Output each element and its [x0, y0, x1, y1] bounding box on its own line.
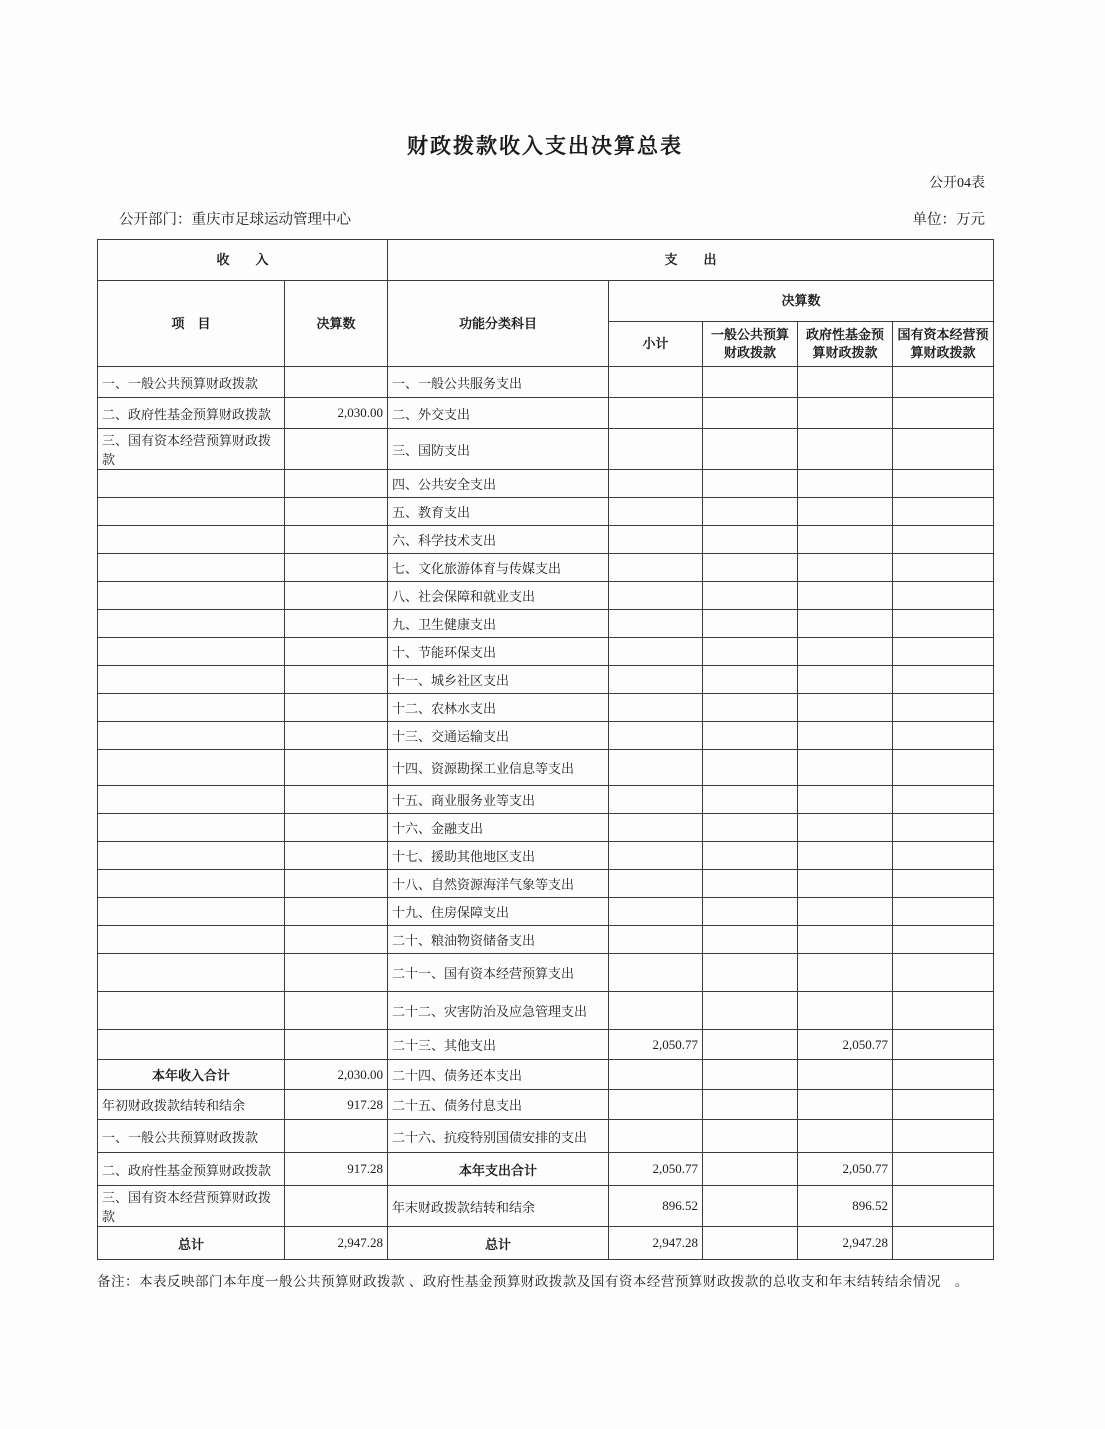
general-public-cell — [703, 638, 798, 666]
income-amount-cell — [285, 470, 388, 498]
gov-fund-cell — [798, 992, 893, 1030]
gov-fund-cell — [798, 814, 893, 842]
subtotal-cell — [609, 926, 703, 954]
expense-item-cell: 九、卫生健康支出 — [388, 610, 609, 638]
income-amount-cell — [285, 367, 388, 398]
col-header-soe-capital: 国有资本经营预算财政拨款 — [893, 322, 994, 367]
soe-cell — [893, 842, 994, 870]
income-amount-cell — [285, 554, 388, 582]
soe-cell — [893, 498, 994, 526]
table-row — [98, 954, 994, 992]
subtotal-cell — [609, 1090, 703, 1120]
expense-item-cell: 二十五、债务付息支出 — [388, 1090, 609, 1120]
soe-cell — [893, 694, 994, 722]
income-item-cell: 年初财政拨款结转和结余 — [98, 1090, 285, 1120]
general-public-cell — [703, 429, 798, 470]
soe-cell — [893, 786, 994, 814]
general-public-cell — [703, 666, 798, 694]
gov-fund-cell: 896.52 — [798, 1186, 893, 1227]
gov-fund-cell — [798, 1090, 893, 1120]
income-amount-cell — [285, 954, 388, 992]
general-public-cell — [703, 367, 798, 398]
income-amount-cell: 2,947.28 — [285, 1227, 388, 1260]
income-item-cell: 一、一般公共预算财政拨款 — [98, 367, 285, 398]
table-row — [98, 898, 994, 926]
expense-item-cell: 五、教育支出 — [388, 498, 609, 526]
general-public-cell — [703, 1060, 798, 1090]
expense-item-cell: 二十三、其他支出 — [388, 1030, 609, 1060]
expense-item-cell: 十九、住房保障支出 — [388, 898, 609, 926]
table-row — [98, 1227, 994, 1260]
general-public-cell — [703, 398, 798, 429]
income-item-cell — [98, 870, 285, 898]
fiscal-appropriation-table — [97, 239, 994, 1260]
expense-item-cell: 十二、农林水支出 — [388, 694, 609, 722]
table-row — [98, 842, 994, 870]
general-public-cell — [703, 814, 798, 842]
general-public-cell — [703, 926, 798, 954]
subtotal-cell: 896.52 — [609, 1186, 703, 1227]
income-item-cell — [98, 470, 285, 498]
income-amount-cell — [285, 750, 388, 786]
expense-item-cell: 十一、城乡社区支出 — [388, 666, 609, 694]
general-public-cell — [703, 694, 798, 722]
expense-item-cell: 七、文化旅游体育与传媒支出 — [388, 554, 609, 582]
col-header-subtotal: 小计 — [609, 322, 703, 367]
gov-fund-cell — [798, 750, 893, 786]
general-public-cell — [703, 722, 798, 750]
general-public-cell — [703, 1120, 798, 1153]
income-amount-cell — [285, 638, 388, 666]
income-item-cell — [98, 750, 285, 786]
income-amount-cell — [285, 992, 388, 1030]
expense-item-cell: 六、科学技术支出 — [388, 526, 609, 554]
income-amount-cell — [285, 694, 388, 722]
general-public-cell — [703, 954, 798, 992]
expense-item-cell: 二十四、债务还本支出 — [388, 1060, 609, 1090]
subtotal-cell — [609, 694, 703, 722]
soe-cell — [893, 367, 994, 398]
soe-cell — [893, 1090, 994, 1120]
soe-cell — [893, 954, 994, 992]
income-section-header: 收 入 — [98, 240, 388, 281]
income-item-cell — [98, 610, 285, 638]
subtotal-cell — [609, 954, 703, 992]
table-row — [98, 814, 994, 842]
gov-fund-cell: 2,050.77 — [798, 1153, 893, 1186]
subtotal-cell — [609, 842, 703, 870]
income-amount-cell — [285, 926, 388, 954]
soe-cell — [893, 554, 994, 582]
subtotal-cell — [609, 750, 703, 786]
gov-fund-cell — [798, 786, 893, 814]
subtotal-cell: 2,050.77 — [609, 1153, 703, 1186]
expense-item-cell: 本年支出合计 — [388, 1153, 609, 1186]
subtotal-cell — [609, 992, 703, 1030]
expense-item-cell: 三、国防支出 — [388, 429, 609, 470]
subtotal-cell — [609, 367, 703, 398]
table-row — [98, 367, 994, 398]
soe-cell — [893, 582, 994, 610]
subtotal-cell — [609, 814, 703, 842]
gov-fund-cell — [798, 470, 893, 498]
soe-cell — [893, 1060, 994, 1090]
table-body — [98, 367, 994, 1260]
col-header-general-public: 一般公共预算财政拨款 — [703, 322, 798, 367]
income-item-cell — [98, 842, 285, 870]
income-item-cell: 一、一般公共预算财政拨款 — [98, 1120, 285, 1153]
soe-cell — [893, 926, 994, 954]
general-public-cell — [703, 1030, 798, 1060]
soe-cell — [893, 1153, 994, 1186]
soe-cell — [893, 1120, 994, 1153]
table-row — [98, 786, 994, 814]
soe-cell — [893, 814, 994, 842]
expense-section-header: 支 出 — [388, 240, 994, 281]
income-item-cell — [98, 666, 285, 694]
income-amount-cell — [285, 498, 388, 526]
soe-cell — [893, 750, 994, 786]
expense-item-cell: 四、公共安全支出 — [388, 470, 609, 498]
subtotal-cell — [609, 470, 703, 498]
income-item-cell — [98, 898, 285, 926]
table-row — [98, 1186, 994, 1227]
income-item-cell — [98, 722, 285, 750]
table-row — [98, 1060, 994, 1090]
income-item-cell: 总计 — [98, 1227, 285, 1260]
subtotal-cell — [609, 722, 703, 750]
expense-item-cell: 十六、金融支出 — [388, 814, 609, 842]
table-row — [98, 498, 994, 526]
income-amount-cell — [285, 842, 388, 870]
subtotal-cell — [609, 638, 703, 666]
table-row — [98, 638, 994, 666]
table-row — [98, 398, 994, 429]
gov-fund-cell — [798, 870, 893, 898]
subtotal-cell — [609, 582, 703, 610]
subtotal-cell — [609, 870, 703, 898]
gov-fund-cell — [798, 954, 893, 992]
gov-fund-cell — [798, 1060, 893, 1090]
soe-cell — [893, 898, 994, 926]
general-public-cell — [703, 1227, 798, 1260]
gov-fund-cell — [798, 842, 893, 870]
table-row — [98, 750, 994, 786]
gov-fund-cell — [798, 554, 893, 582]
income-item-cell — [98, 694, 285, 722]
expense-item-cell: 十七、援助其他地区支出 — [388, 842, 609, 870]
expense-item-cell: 十八、自然资源海洋气象等支出 — [388, 870, 609, 898]
income-amount-cell — [285, 814, 388, 842]
document-page — [97, 0, 993, 1290]
income-item-cell — [98, 786, 285, 814]
soe-cell — [893, 1227, 994, 1260]
table-row — [98, 610, 994, 638]
table-row — [98, 870, 994, 898]
subtotal-cell — [609, 398, 703, 429]
expense-item-cell: 八、社会保障和就业支出 — [388, 582, 609, 610]
gov-fund-cell — [798, 526, 893, 554]
general-public-cell — [703, 470, 798, 498]
gov-fund-cell — [798, 722, 893, 750]
subtotal-cell — [609, 554, 703, 582]
table-row — [98, 429, 994, 470]
subtotal-cell — [609, 898, 703, 926]
general-public-cell — [703, 582, 798, 610]
table-row — [98, 1090, 994, 1120]
table-row — [98, 666, 994, 694]
table-row — [98, 1153, 994, 1186]
gov-fund-cell: 2,947.28 — [798, 1227, 893, 1260]
subtotal-cell — [609, 786, 703, 814]
income-item-cell — [98, 498, 285, 526]
subtotal-cell — [609, 1060, 703, 1090]
table-code: 公开04表 — [929, 176, 985, 191]
subtotal-cell — [609, 498, 703, 526]
income-amount-cell: 917.28 — [285, 1153, 388, 1186]
general-public-cell — [703, 1153, 798, 1186]
income-item-cell — [98, 1030, 285, 1060]
income-item-cell — [98, 638, 285, 666]
general-public-cell — [703, 1186, 798, 1227]
income-item-cell: 本年收入合计 — [98, 1060, 285, 1090]
subtotal-cell — [609, 1120, 703, 1153]
income-amount-cell — [285, 1186, 388, 1227]
footnote: 备注：本表反映部门本年度一般公共预算财政拨款 、政府性基金预算财政拨款及国有资本经营预算财政拨款的总收支和年末结转结余情况 。 — [97, 1274, 969, 1289]
income-item-cell — [98, 582, 285, 610]
subtotal-cell: 2,947.28 — [609, 1227, 703, 1260]
soe-cell — [893, 1030, 994, 1060]
unit-label: 单位：万元 — [912, 212, 985, 228]
expense-item-cell: 二十、粮油物资储备支出 — [388, 926, 609, 954]
expense-item-cell: 十四、资源勘探工业信息等支出 — [388, 750, 609, 786]
table-row — [98, 470, 994, 498]
gov-fund-cell — [798, 498, 893, 526]
expense-item-cell: 二十一、国有资本经营预算支出 — [388, 954, 609, 992]
income-amount-cell — [285, 722, 388, 750]
gov-fund-cell — [798, 638, 893, 666]
income-amount-cell: 2,030.00 — [285, 398, 388, 429]
table-row — [98, 526, 994, 554]
income-item-cell: 三、国有资本经营预算财政拨款 — [98, 1186, 285, 1227]
gov-fund-cell — [798, 898, 893, 926]
general-public-cell — [703, 786, 798, 814]
subtotal-cell — [609, 526, 703, 554]
gov-fund-cell — [798, 610, 893, 638]
income-amount-cell — [285, 526, 388, 554]
soe-cell — [893, 1186, 994, 1227]
table-row — [98, 554, 994, 582]
income-amount-cell — [285, 666, 388, 694]
soe-cell — [893, 398, 994, 429]
gov-fund-cell — [798, 694, 893, 722]
gov-fund-cell — [798, 429, 893, 470]
department-label: 公开部门：重庆市足球运动管理中心 — [119, 212, 351, 228]
gov-fund-cell — [798, 398, 893, 429]
subtotal-cell: 2,050.77 — [609, 1030, 703, 1060]
expense-item-cell: 二、外交支出 — [388, 398, 609, 429]
col-header-gov-fund: 政府性基金预算财政拨款 — [798, 322, 893, 367]
income-amount-cell — [285, 582, 388, 610]
soe-cell — [893, 870, 994, 898]
soe-cell — [893, 610, 994, 638]
col-header-item: 项 目 — [98, 281, 285, 367]
general-public-cell — [703, 610, 798, 638]
general-public-cell — [703, 498, 798, 526]
general-public-cell — [703, 898, 798, 926]
income-item-cell — [98, 554, 285, 582]
table-row — [98, 1120, 994, 1153]
col-header-functional-category: 功能分类科目 — [388, 281, 609, 367]
col-header-income-amount: 决算数 — [285, 281, 388, 367]
general-public-cell — [703, 842, 798, 870]
soe-cell — [893, 666, 994, 694]
table-row — [98, 722, 994, 750]
general-public-cell — [703, 554, 798, 582]
general-public-cell — [703, 526, 798, 554]
expense-item-cell: 十、节能环保支出 — [388, 638, 609, 666]
subtotal-cell — [609, 666, 703, 694]
table-row — [98, 1030, 994, 1060]
income-amount-cell — [285, 429, 388, 470]
general-public-cell — [703, 992, 798, 1030]
income-item-cell: 二、政府性基金预算财政拨款 — [98, 398, 285, 429]
gov-fund-cell — [798, 582, 893, 610]
soe-cell — [893, 470, 994, 498]
col-header-amount-group: 决算数 — [609, 281, 994, 322]
soe-cell — [893, 722, 994, 750]
income-amount-cell: 917.28 — [285, 1090, 388, 1120]
subtotal-cell — [609, 610, 703, 638]
income-item-cell — [98, 814, 285, 842]
soe-cell — [893, 526, 994, 554]
gov-fund-cell — [798, 666, 893, 694]
income-amount-cell — [285, 1030, 388, 1060]
table-row — [98, 582, 994, 610]
expense-item-cell: 一、一般公共服务支出 — [388, 367, 609, 398]
expense-item-cell: 二十六、抗疫特别国债安排的支出 — [388, 1120, 609, 1153]
income-amount-cell — [285, 610, 388, 638]
expense-item-cell: 十五、商业服务业等支出 — [388, 786, 609, 814]
expense-item-cell: 年末财政拨款结转和结余 — [388, 1186, 609, 1227]
income-item-cell — [98, 992, 285, 1030]
meta-line — [97, 208, 993, 229]
general-public-cell — [703, 1090, 798, 1120]
general-public-cell — [703, 870, 798, 898]
page-title: 财政拨款收入支出决算总表 — [407, 134, 683, 158]
general-public-cell — [703, 750, 798, 786]
income-amount-cell — [285, 786, 388, 814]
income-item-cell — [98, 954, 285, 992]
table-row — [98, 694, 994, 722]
soe-cell — [893, 992, 994, 1030]
income-item-cell — [98, 526, 285, 554]
subtotal-cell — [609, 429, 703, 470]
income-amount-cell — [285, 898, 388, 926]
expense-item-cell: 十三、交通运输支出 — [388, 722, 609, 750]
gov-fund-cell — [798, 367, 893, 398]
table-row — [98, 992, 994, 1030]
expense-item-cell: 总计 — [388, 1227, 609, 1260]
gov-fund-cell — [798, 1120, 893, 1153]
table-row — [98, 926, 994, 954]
income-amount-cell — [285, 870, 388, 898]
expense-item-cell: 二十二、灾害防治及应急管理支出 — [388, 992, 609, 1030]
soe-cell — [893, 638, 994, 666]
income-amount-cell — [285, 1120, 388, 1153]
gov-fund-cell — [798, 926, 893, 954]
income-item-cell: 二、政府性基金预算财政拨款 — [98, 1153, 285, 1186]
gov-fund-cell: 2,050.77 — [798, 1030, 893, 1060]
income-item-cell — [98, 926, 285, 954]
soe-cell — [893, 429, 994, 470]
income-item-cell: 三、国有资本经营预算财政拨款 — [98, 429, 285, 470]
income-amount-cell: 2,030.00 — [285, 1060, 388, 1090]
